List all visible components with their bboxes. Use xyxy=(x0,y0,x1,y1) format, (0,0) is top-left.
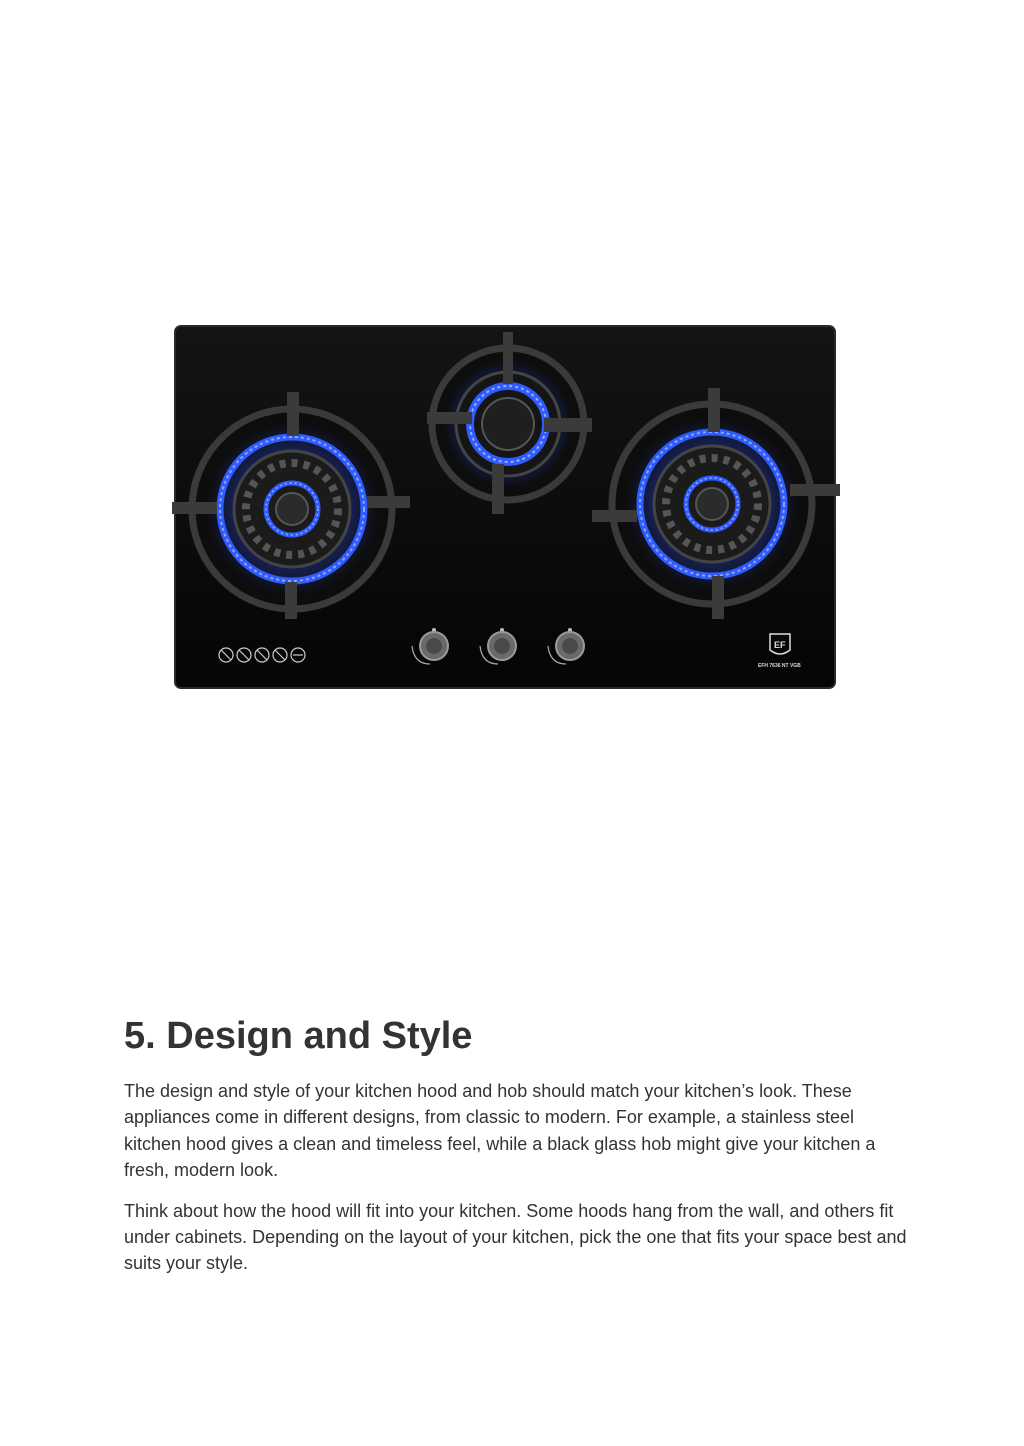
paragraph-2: Think about how the hood will fit into your kitchen. Some hoods hang from the wall, and others fit under cabinets. Depending on the layout of your kitchen, pick the one that fits your space best and suits your style. xyxy=(124,1200,907,1274)
gas-hob-illustration xyxy=(172,324,844,692)
paragraph-1: The design and style of your kitchen hood and hob should match your kitchen’s look. These appliances come in different designs, from classic to modern. For example, a stainless steel kitchen hood gives a clean and timeless feel, while a black glass hob might give your kitchen a fresh, modern look. xyxy=(124,1081,876,1181)
design-style-section xyxy=(124,1012,914,1291)
brand-mark-text: EF xyxy=(774,640,786,650)
model-label: EFH 7636 NT VGB xyxy=(758,663,801,669)
gas-hob-image xyxy=(172,324,844,692)
section-heading: 5. Design and Style xyxy=(124,1015,473,1057)
